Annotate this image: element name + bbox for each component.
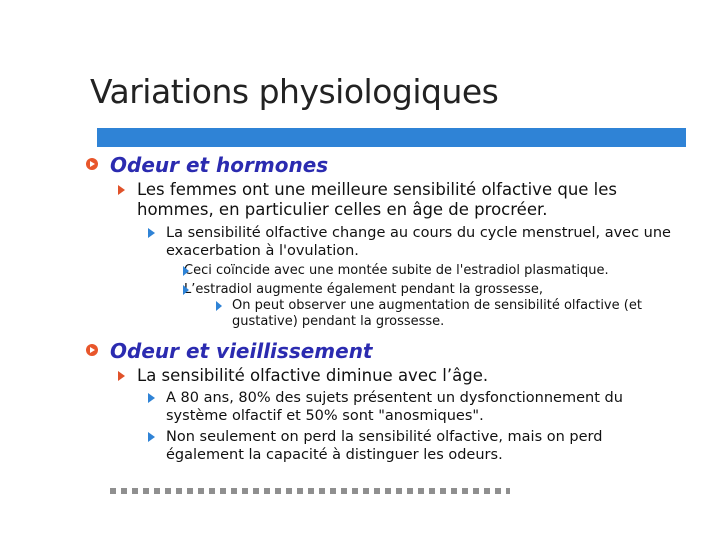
triangle-arrow-icon [183, 266, 189, 276]
list-item [82, 224, 682, 260]
list-item [82, 389, 682, 425]
triangle-arrow-icon [216, 301, 222, 311]
triangle-arrow-icon [118, 371, 125, 381]
triangle-arrow-icon [148, 393, 155, 403]
list-item-text: La sensibilité olfactive change au cours du cycle menstruel, avec une exacerbation à l'ovulation. [166, 225, 671, 259]
triangle-arrow-icon [148, 432, 155, 442]
title-rule [97, 128, 686, 147]
list-item-text: On peut observer une augmentation de sensibilité olfactive (et gustative) pendant la grossesse. [232, 298, 642, 329]
list-item-text: Les femmes ont une meilleure sensibilité olfactive que les hommes, en particulier celles en âge de procréer. [137, 180, 617, 219]
list-item [82, 428, 682, 464]
triangle-arrow-icon [183, 285, 189, 295]
triangle-arrow-icon [148, 228, 155, 238]
section-heading-text: Odeur et vieillissement [110, 339, 373, 363]
list-item-text: Non seulement on perd la sensibilité olfactive, mais on perd également la capacité à distinguer les odeurs. [166, 429, 603, 463]
list-item [82, 180, 682, 220]
list-item-text: La sensibilité olfactive diminue avec l’âge. [137, 366, 489, 385]
slide-content [82, 150, 682, 464]
list-item-text: A 80 ans, 80% des sujets présentent un dysfonctionnement du système olfactif et 50% sont "anosmiques". [166, 390, 623, 424]
triangle-arrow-icon [118, 185, 125, 195]
list-item [82, 263, 682, 279]
list-item [82, 366, 682, 386]
circle-arrow-icon [86, 158, 98, 170]
list-item-text: Ceci coïncide avec une montée subite de l'estradiol plasmatique. [184, 263, 609, 278]
section-heading-text: Odeur et hormones [110, 153, 329, 177]
cropped-text-fragment [110, 488, 510, 494]
list-item-text: L’estradiol augmente également pendant la grossesse, [184, 282, 544, 297]
list-item [82, 298, 682, 330]
section-heading [82, 150, 682, 180]
circle-arrow-icon [86, 344, 98, 356]
section-heading [82, 336, 682, 366]
slide-title: Variations physiologiques [90, 72, 499, 111]
list-item [82, 282, 682, 298]
